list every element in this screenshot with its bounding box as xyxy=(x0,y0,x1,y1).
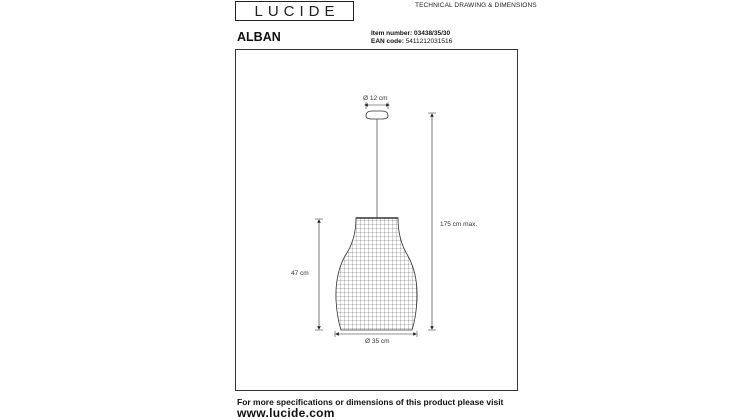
ceiling-canopy xyxy=(366,111,388,119)
shade-diameter-label: Ø 35 cm xyxy=(365,338,390,345)
footer-note: For more specifications or dimensions of this product please visit xyxy=(237,397,504,407)
total-height-dimension xyxy=(428,113,477,330)
canopy-diameter-dimension xyxy=(363,95,388,109)
ean-label: EAN code: xyxy=(371,38,404,45)
document-type: TECHNICAL DRAWING & DIMENSIONS xyxy=(415,2,537,9)
canopy-diameter-label: Ø 12 cm xyxy=(363,95,388,102)
shade-height-label: 47 cm xyxy=(291,270,309,277)
website-link[interactable]: www.lucide.com xyxy=(237,406,335,420)
shade-diameter-dimension xyxy=(335,331,417,345)
wire-shade xyxy=(336,218,417,330)
shade-height-dimension xyxy=(291,219,323,330)
logo-text: LUCIDE xyxy=(254,2,340,20)
ean-value: 5411212031516 xyxy=(405,38,453,45)
product-name: ALBAN xyxy=(237,30,281,44)
item-number-label: Item number: xyxy=(371,30,413,37)
item-number-value: 03438/35/30 xyxy=(413,30,451,37)
total-height-label: 175 cm max. xyxy=(440,221,478,228)
